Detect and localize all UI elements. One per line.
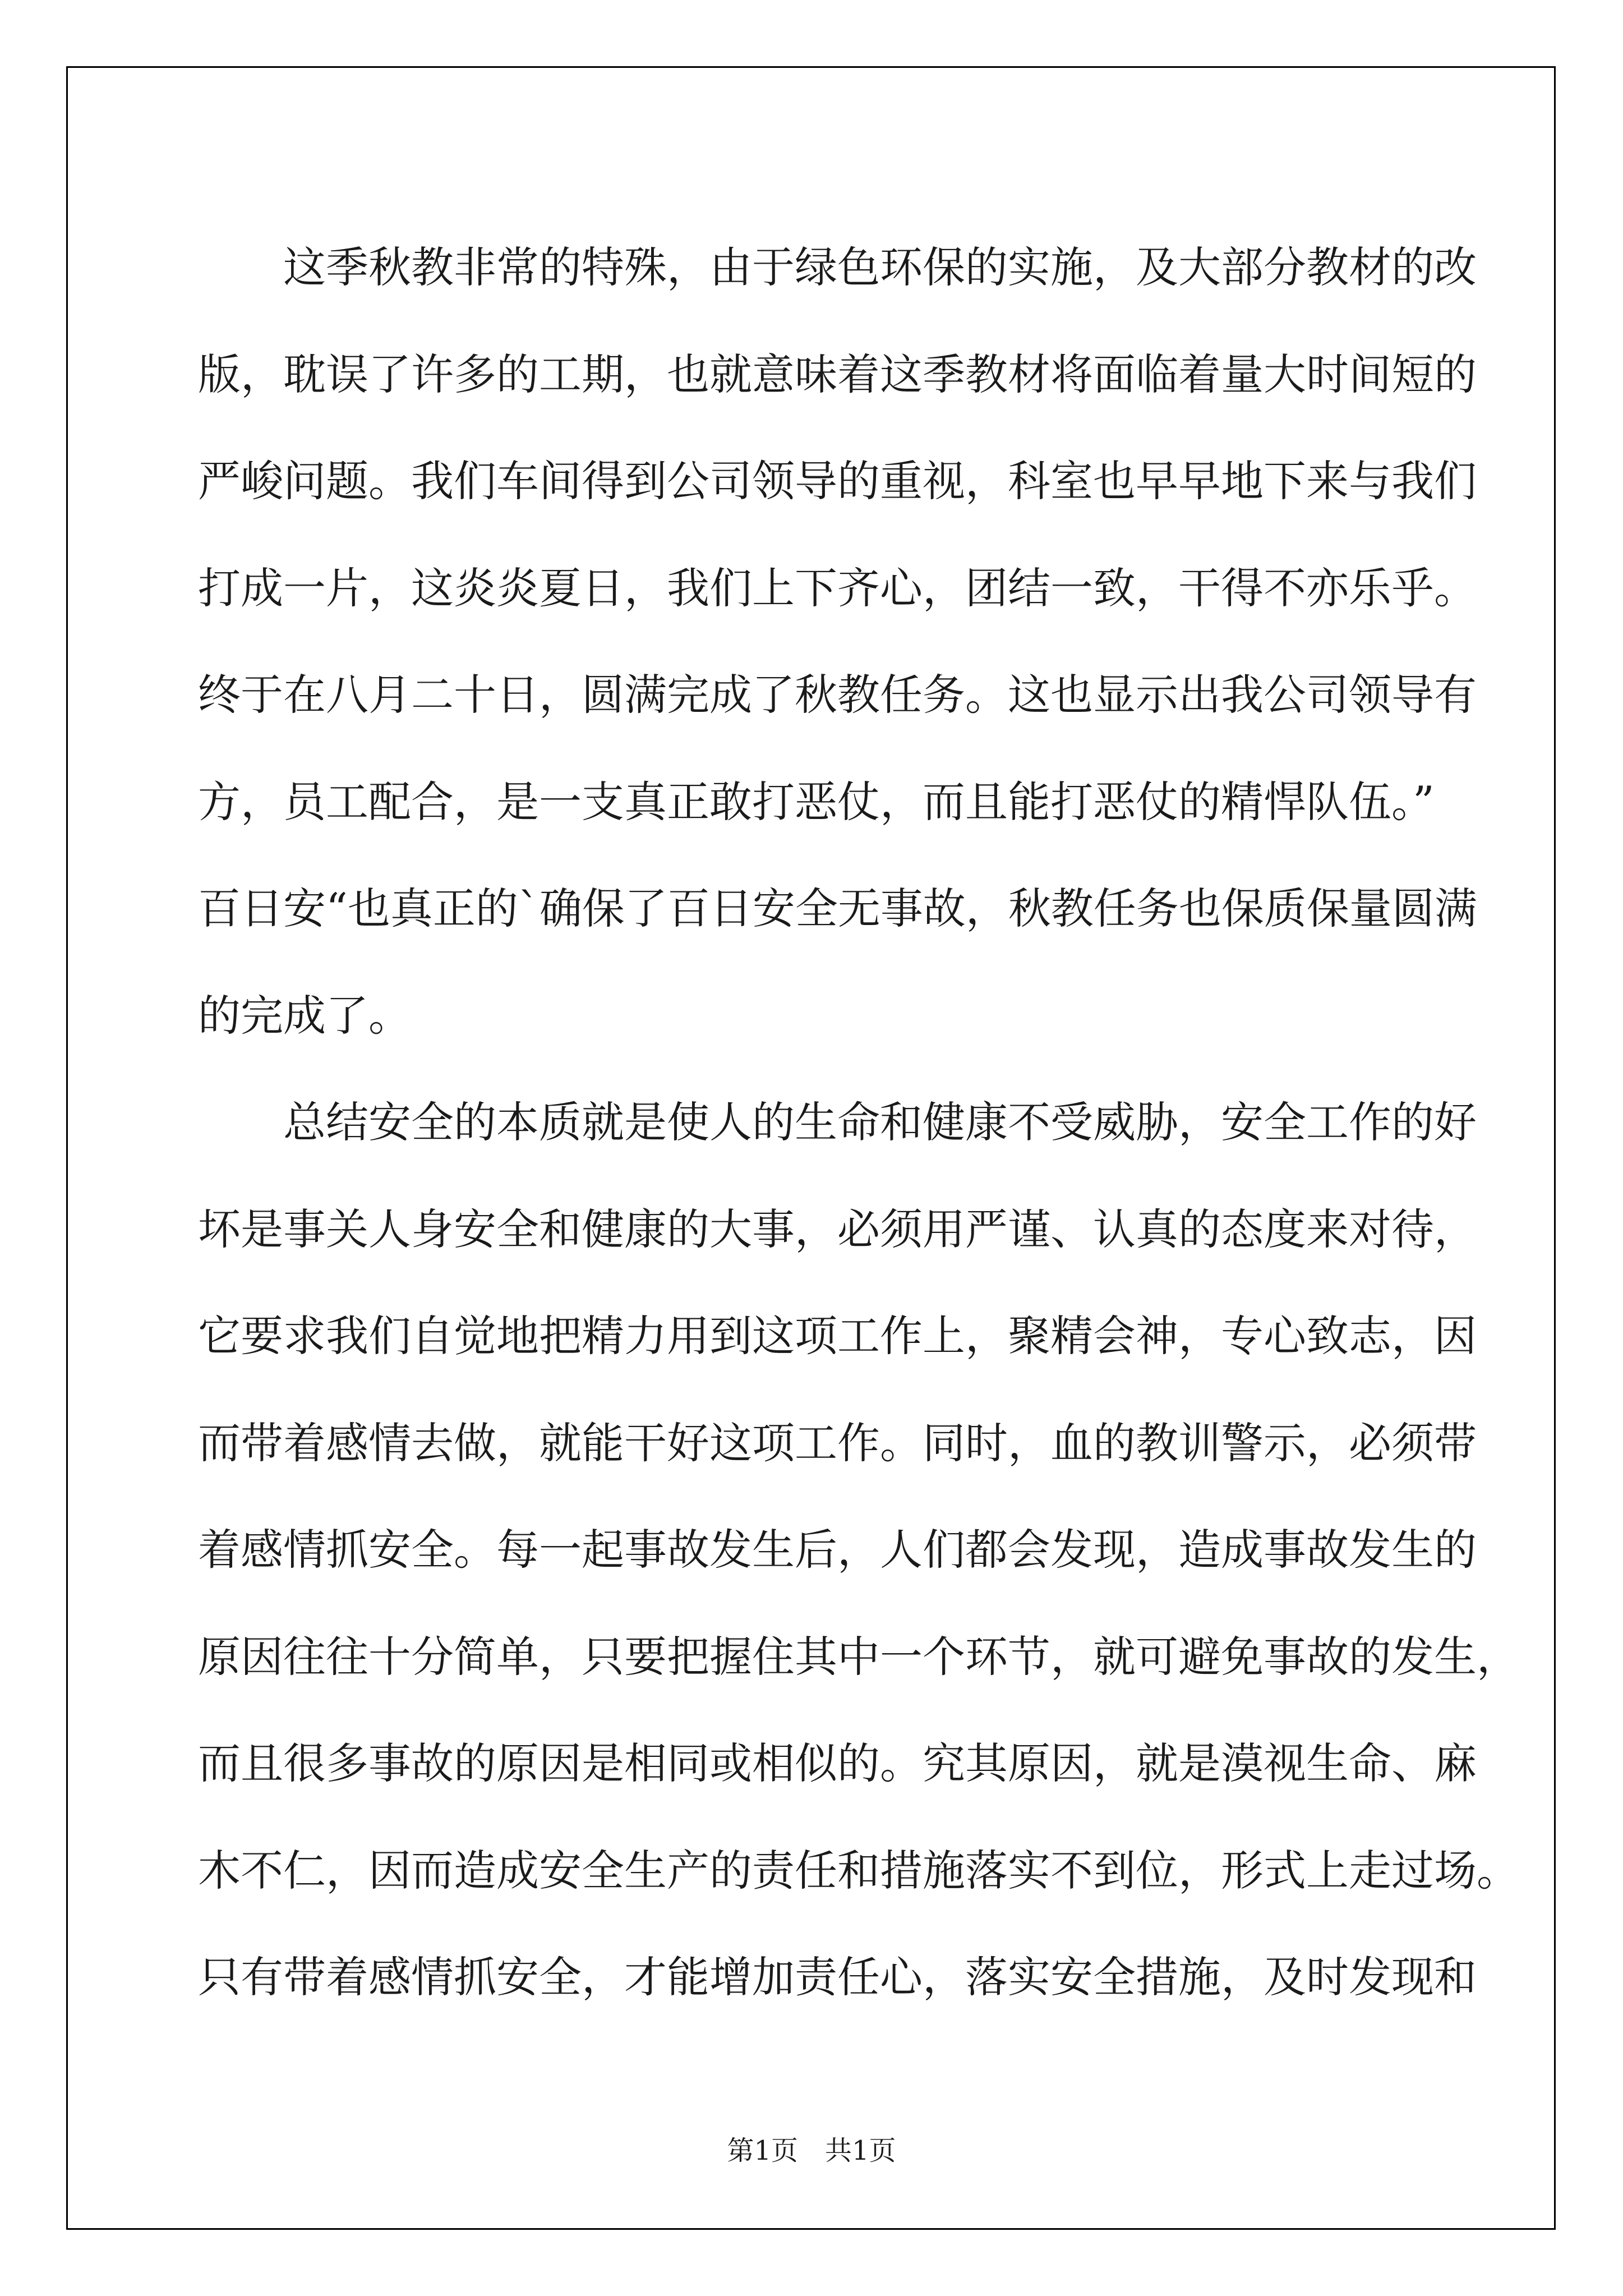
paragraph-2-line-9: 只有带着感情抓安全，才能增加责任心，落实安全措施，及时发现和: [198, 1952, 1477, 2002]
paragraph-2-line-4: 而带着感情去做，就能干好这项工作。同时，血的教训警示，必须带: [198, 1418, 1477, 1468]
paragraph-1-line-8: 的完成了。: [198, 990, 411, 1041]
paragraph-1-line-4: 打成一片，这炎炎夏日，我们上下齐心，团结一致，干得不亦乐乎。: [198, 563, 1477, 613]
paragraph-1-line-5: 终于在八月二十日，圆满完成了秋教任务。这也显示出我公司领导有: [198, 670, 1477, 720]
paragraph-1-line-7: 百日安“也真正的`确保了百日安全无事故，秋教任务也保质保量圆满: [198, 884, 1477, 933]
page-footer: [0, 2129, 1623, 2168]
paragraph-1-line-6: 方，员工配合，是一支真正敢打恶仗，而且能打恶仗的精悍队伍。”: [198, 776, 1435, 827]
document-body: [198, 214, 1519, 2031]
paragraph-2-line-1: 总结安全的本质就是使人的生命和健康不受威胁，安全工作的好: [283, 1097, 1477, 1147]
paragraph-2-line-3: 它要求我们自觉地把精力用到这项工作上，聚精会神，专心致志，因: [198, 1311, 1477, 1361]
paragraph-2-line-6: 原因往往十分简单，只要把握住其中一个环节，就可避免事故的发生，: [198, 1631, 1519, 1682]
page-number: 第1页: [727, 2135, 798, 2166]
paragraph-2-line-8: 木不仁，因而造成安全生产的责任和措施落实不到位，形式上走过场。: [198, 1845, 1519, 1895]
paragraph-2-line-5: 着感情抓安全。每一起事故发生后，人们都会发现，造成事故发生的: [198, 1525, 1477, 1575]
paragraph-2-line-7: 而且很多事故的原因是相同或相似的。究其原因，就是漠视生命、麻: [198, 1738, 1477, 1788]
paragraph-1-line-3: 严峻问题。我们车间得到公司领导的重视，科室也早早地下来与我们: [198, 456, 1477, 506]
paragraph-2-line-2: 坏是事关人身安全和健康的大事，必须用严谨、认真的态度来对待，: [198, 1204, 1477, 1254]
page-total: 共1页: [825, 2135, 896, 2166]
paragraph-1-line-2: 版，耽误了许多的工期，也就意味着这季教材将面临着量大时间短的: [198, 349, 1477, 399]
paragraph-1-line-1: 这季秋教非常的特殊，由于绿色环保的实施，及大部分教材的改: [283, 242, 1477, 292]
